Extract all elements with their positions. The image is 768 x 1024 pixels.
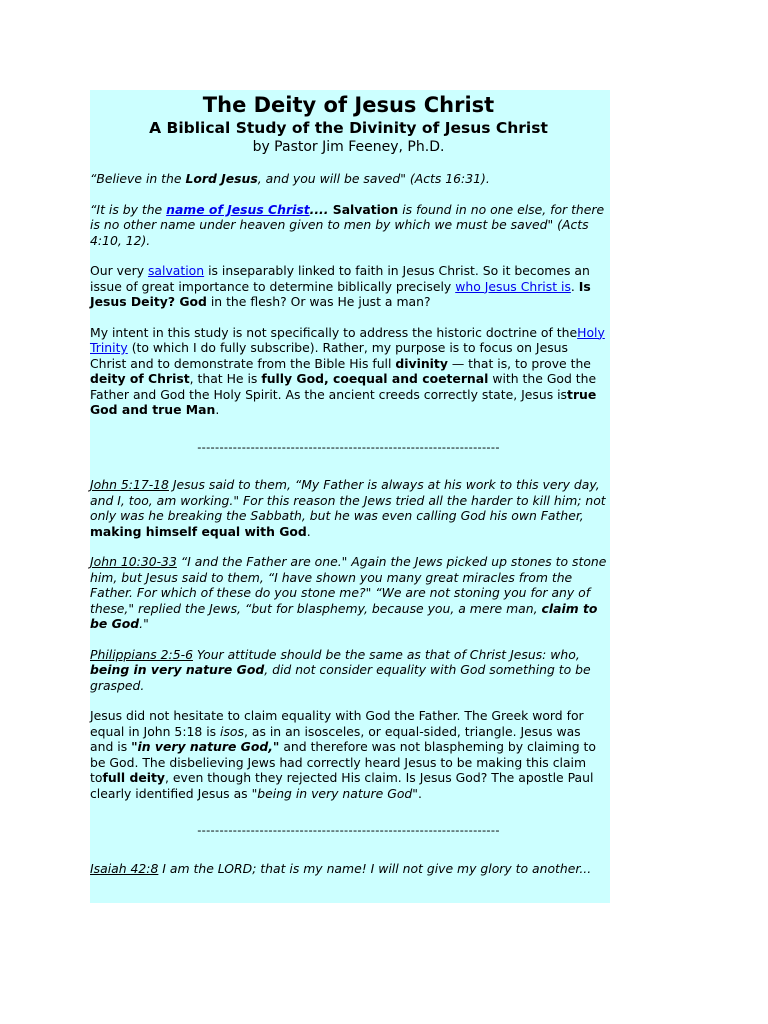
equality-paragraph: Jesus did not hesitate to claim equality with God the Father. The Greek word for equal in John 5:18 is isos, as in an isosceles, or equal-sided, triangle. Jesus was and is "in very nature God," and therefore was not blaspheming by claiming to be God. The disbelieving Jews had correctly heard Jesus to be making this claim tofull deity, even though they rejected His claim. Is Jesus God? The apostle Paul clearly identified Jesus as "being in very nature God". <box>90 708 596 801</box>
name-of-jesus-link[interactable]: name of Jesus Christ <box>166 201 310 217</box>
verse-reference: Philippians 2:5-6 <box>90 646 193 662</box>
who-jesus-christ-is-link[interactable]: who Jesus Christ is <box>455 278 571 294</box>
holy-trinity-link[interactable]: Holy Trinity <box>90 324 605 355</box>
verse-reference: John 5:17-18 <box>90 477 169 492</box>
verse-reference: Isaiah 42:8 <box>90 860 159 876</box>
salvation-link[interactable]: salvation <box>147 263 205 278</box>
verse-john-5: John 5:17-18 Jesus said to them, “My Father is always at his work to this very day, and I, too, am working." For this reason the Jews tried all the harder to kill him; not only was he breaking the Sabbath, but he was even calling God his own Father, making himself equal with God. <box>90 477 606 539</box>
verse-isaiah-42: Isaiah 42:8 I am the LORD; that is my name! I will not give my glory to another... <box>90 860 592 876</box>
quote-acts-4: “It is by the name of Jesus Christ.... Salvation is found in no one else, for there is no other name under heaven given to men by which we must be saved" (Acts 4:10, 12). <box>90 201 605 248</box>
verse-john-10: John 10:30-33 “I and the Father are one." Again the Jews picked up stones to stone him, but Jesus said to them, “I have shown you many great miracles from the Father. For which of these do you stone me?" “We are not stoning you for any of these," replied the Jews, “but for blasphemy, because you, a mere man, claim to be God." <box>90 554 607 631</box>
section-divider: -------------------------------------------------------------------- <box>197 439 500 454</box>
quote-acts-16: “Believe in the Lord Jesus, and you will be saved" (Acts 16:31). <box>90 171 490 186</box>
intro-paragraph: Our very salvation is inseparably linked to faith in Jesus Christ. So it becomes an issue of great importance to determine biblically precisely who Jesus Christ is. Is Jesus Deity? God in the flesh? Or was He just a man? <box>90 263 591 309</box>
intent-paragraph: My intent in this study is not specifically to address the historic doctrine of theHoly Trinity (to which I do fully subscribe). Rather, my purpose is to focus on Jesus Christ and to demonstrate from the Bible His full divinity — that is, to prove the deity of Christ, that He is fully God, coequal and coeternal with the God the Father and God the Holy Spirit. As the ancient creeds correctly state, Jesus istrue God and true Man. <box>90 324 605 417</box>
author-byline: by Pastor Jim Feeney, Ph.D. <box>252 139 445 155</box>
section-divider-2: -------------------------------------------------------------------- <box>197 823 500 837</box>
document-page <box>90 90 610 903</box>
verse-reference: John 10:30-33 <box>90 554 177 569</box>
page-subtitle: A Biblical Study of the Divinity of Jesus Christ <box>149 119 548 137</box>
verse-philippians-2: Philippians 2:5-6 Your attitude should be the same as that of Christ Jesus: who, being in very nature God, did not consider equality with God something to be grasped. <box>90 646 591 693</box>
page-title: The Deity of Jesus Christ <box>202 93 495 117</box>
